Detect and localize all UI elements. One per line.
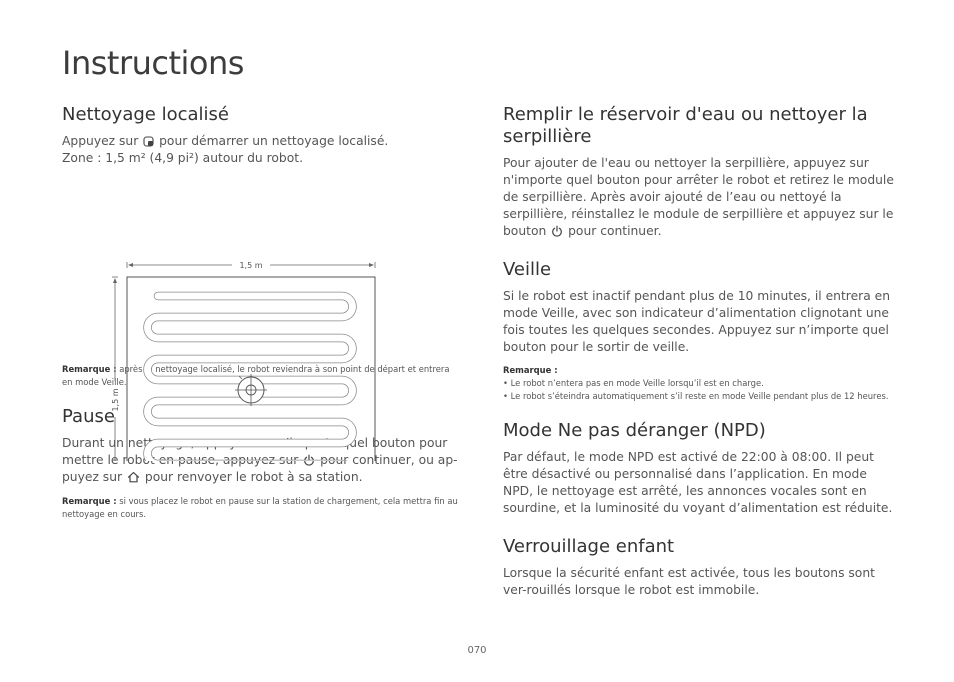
bullet-text: Le robot s’éteindra automatiquement s’il reste en mode Veille pendant plus de 12 heures.	[510, 391, 889, 401]
home-icon	[127, 471, 140, 483]
dnd-text: Par défaut, le mode NPD est activé de 22:00 à 08:00. Il peut être désactivé ou personnalisé dans l’application. En mode NPD, le nettoyage est arrêté, les annonces vocales sont en sourdine, et la luminosité du voyant d’alimentation est réduite.	[503, 450, 893, 515]
spot-clean-icon	[143, 136, 154, 147]
sleep-text: Si le robot est inactif pendant plus de 10 minutes, il entrera en mode Veille, avec son indicateur d’alimentation clignotant une fois toutes les quelques secondes. Appuyez sur n’importe quel bouton pour le sortir de veille.	[503, 289, 890, 354]
left-column	[62, 104, 462, 521]
heading-child-lock: Verrouillage enfant	[503, 536, 675, 557]
pause-note	[62, 495, 462, 521]
spot-clean-diagram	[62, 181, 392, 461]
section-spot-clean	[62, 104, 462, 412]
water-tank-text	[503, 155, 898, 240]
spot-text-post: pour démarrer un nettoyage localisé.	[159, 134, 389, 148]
sleep-bullet: • Le robot s’éteindra automatiquement s’il reste en mode Veille pendant plus de 12 heures.	[503, 391, 889, 401]
page-title: Instructions	[62, 44, 244, 82]
section-child-lock	[503, 536, 898, 599]
note-label: Remarque :	[503, 365, 558, 375]
heading-pause: Pause	[62, 406, 115, 427]
heading-water-tank: Remplir le réservoir d'eau ou nettoyer la serpillière	[503, 104, 868, 147]
sleep-note-label	[503, 364, 898, 377]
heading-sleep: Veille	[503, 259, 552, 280]
spot-text-pre: Appuyez sur	[62, 134, 139, 148]
section-water-tank	[503, 104, 898, 240]
child-lock-text: Lorsque la sécurité enfant est activée, tous les boutons sont ver-rouillés lorsque le robot est immobile.	[503, 566, 875, 597]
sleep-bullet: • Le robot n’entera pas en mode Veille lorsqu’il est en charge.	[503, 378, 764, 388]
spot-clean-text	[62, 133, 462, 167]
section-sleep	[503, 259, 898, 403]
heading-spot-clean: Nettoyage localisé	[62, 104, 229, 125]
note-text: si vous placez le robot en pause sur la station de chargement, cela mettra fin au nettoyage en cours.	[62, 496, 458, 519]
pause-text-b: pour continuer, ou ap-puyez sur	[62, 453, 458, 484]
spot-zone-text: Zone : 1,5 m² (4,9 pi²) autour du robot.	[62, 151, 303, 165]
dim-vertical-label: 1,5 m	[111, 388, 120, 412]
pause-text-a: Durant un nettoyage, appuyez sur n’importe quel bouton pour mettre le robot en pause, appuyez sur	[62, 436, 448, 467]
tank-text-b: pour continuer.	[568, 224, 662, 238]
pause-text-c: pour renvoyer le robot à sa station.	[144, 470, 363, 484]
tank-text-a: Pour ajouter de l'eau ou nettoyer la serpillière, appuyez sur n'importe quel bouton pour arrêter le robot et retirez le module de serpillière. Après avoir ajouté de l’eau ou nettoyé la serpillière, réinstallez le module de serpillière et appuyez sur le bouton	[503, 156, 894, 238]
page-number: 070	[467, 645, 487, 656]
note-label: Remarque :	[62, 364, 117, 374]
note-label: Remarque :	[62, 496, 117, 506]
spot-clean-svg	[62, 181, 392, 461]
section-dnd	[503, 420, 898, 517]
power-icon	[551, 225, 563, 237]
heading-dnd: Mode Ne pas déranger (NPD)	[503, 420, 766, 441]
note-text: après le nettoyage localisé, le robot reviendra à son point de départ et entrera en mode Veille.	[62, 364, 450, 387]
dim-horizontal-label: 1,5 m	[239, 261, 263, 270]
right-column	[503, 104, 898, 599]
bullet-text: Le robot n’entera pas en mode Veille lorsqu’il est en charge.	[510, 378, 764, 388]
